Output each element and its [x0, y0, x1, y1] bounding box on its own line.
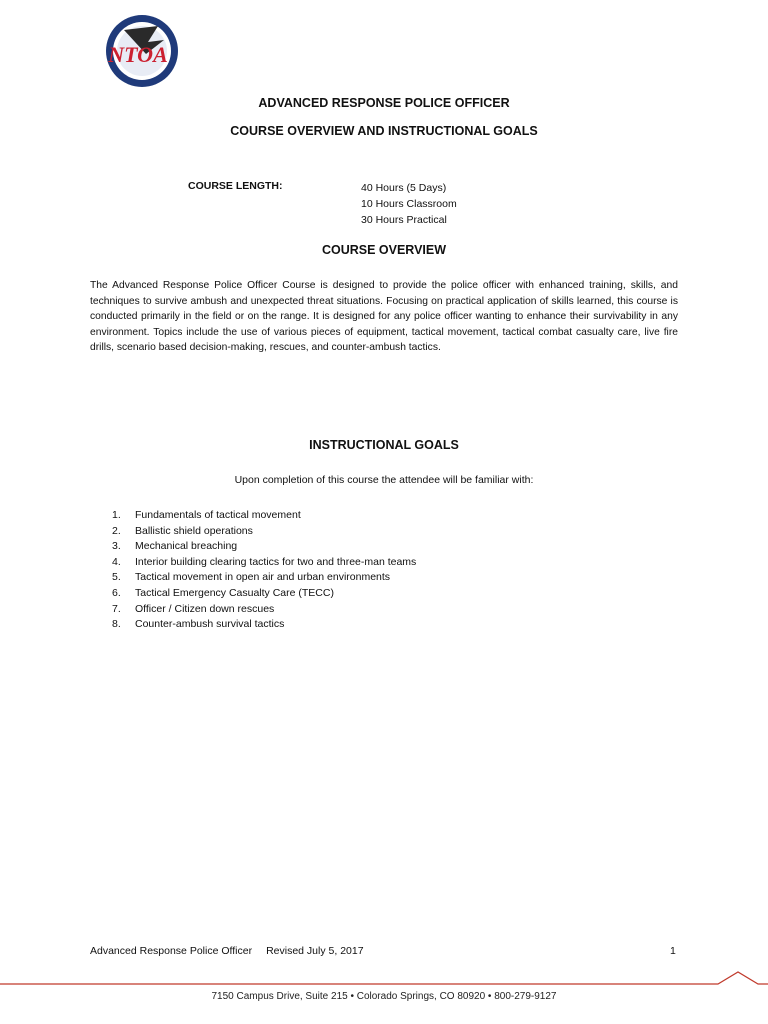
- footer-revised-date: Revised July 5, 2017: [266, 945, 364, 957]
- footer-doc-info: [90, 945, 364, 957]
- goal-item: [112, 602, 416, 618]
- document-title: ADVANCED RESPONSE POLICE OFFICER: [258, 96, 510, 110]
- footer-address: 7150 Campus Drive, Suite 215 • Colorado Springs, CO 80920 • 800-279-9127: [211, 991, 557, 1002]
- goal-number: 4.: [112, 555, 121, 568]
- goal-number: 8.: [112, 618, 121, 631]
- course-length-total: 40 Hours (5 Days): [361, 182, 447, 194]
- goal-text: Ballistic shield operations: [135, 524, 253, 537]
- page-number: 1: [670, 945, 676, 957]
- goal-text: Tactical Emergency Casualty Care (TECC): [135, 586, 334, 599]
- document-subtitle: COURSE OVERVIEW AND INSTRUCTIONAL GOALS: [230, 124, 538, 138]
- goal-item: [112, 586, 416, 602]
- instructional-goals-heading: INSTRUCTIONAL GOALS: [309, 438, 459, 452]
- goal-item: [112, 555, 416, 571]
- goal-text: Fundamentals of tactical movement: [135, 509, 301, 521]
- goal-number: 7.: [112, 602, 121, 615]
- goal-item: [112, 570, 416, 586]
- course-length-values: [361, 180, 457, 228]
- goal-number: 1.: [112, 509, 121, 521]
- ntoa-logo: [96, 12, 184, 90]
- goal-item: [112, 524, 416, 540]
- goals-list: [112, 508, 416, 633]
- goal-text: Officer / Citizen down rescues: [135, 602, 275, 615]
- course-length-label: COURSE LENGTH:: [188, 180, 283, 192]
- goal-number: 3.: [112, 540, 121, 553]
- footer-divider-line: [0, 960, 768, 990]
- goal-text: Counter-ambush survival tactics: [135, 618, 285, 631]
- goal-text: Interior building clearing tactics for two and three-man teams: [135, 555, 417, 568]
- course-length-classroom: 10 Hours Classroom: [361, 198, 457, 210]
- goal-number: 5.: [112, 571, 121, 584]
- goal-item: [112, 508, 416, 524]
- goal-text: Tactical movement in open air and urban environments: [135, 571, 391, 584]
- course-length-practical: 30 Hours Practical: [361, 214, 447, 226]
- logo-text: NTOA: [108, 42, 168, 67]
- goal-number: 6.: [112, 586, 121, 599]
- footer-doc-name: Advanced Response Police Officer: [90, 945, 253, 957]
- goal-item: [112, 539, 416, 555]
- course-overview-heading: COURSE OVERVIEW: [321, 243, 447, 257]
- course-overview-text: The Advanced Response Police Officer Course is designed to provide the police officer with enhanced training, skills, and techniques to survive ambush and unexpected threat situations. Focusing on practical application of skills learned, this course is conducted primarily in the field or on the range. It is designed for any police officer wanting to enhance their survivability in any environment. Topics include the use of various pieces of equipment, tactical movement, tactical combat casualty care, live fire drills, scenario based decision-making, rescues, and counter-ambush tactics.: [90, 280, 678, 354]
- goal-item: [112, 617, 416, 633]
- goals-intro: Upon completion of this course the attendee will be familiar with:: [234, 474, 534, 486]
- goal-number: 2.: [112, 524, 121, 537]
- goal-text: Mechanical breaching: [135, 540, 238, 553]
